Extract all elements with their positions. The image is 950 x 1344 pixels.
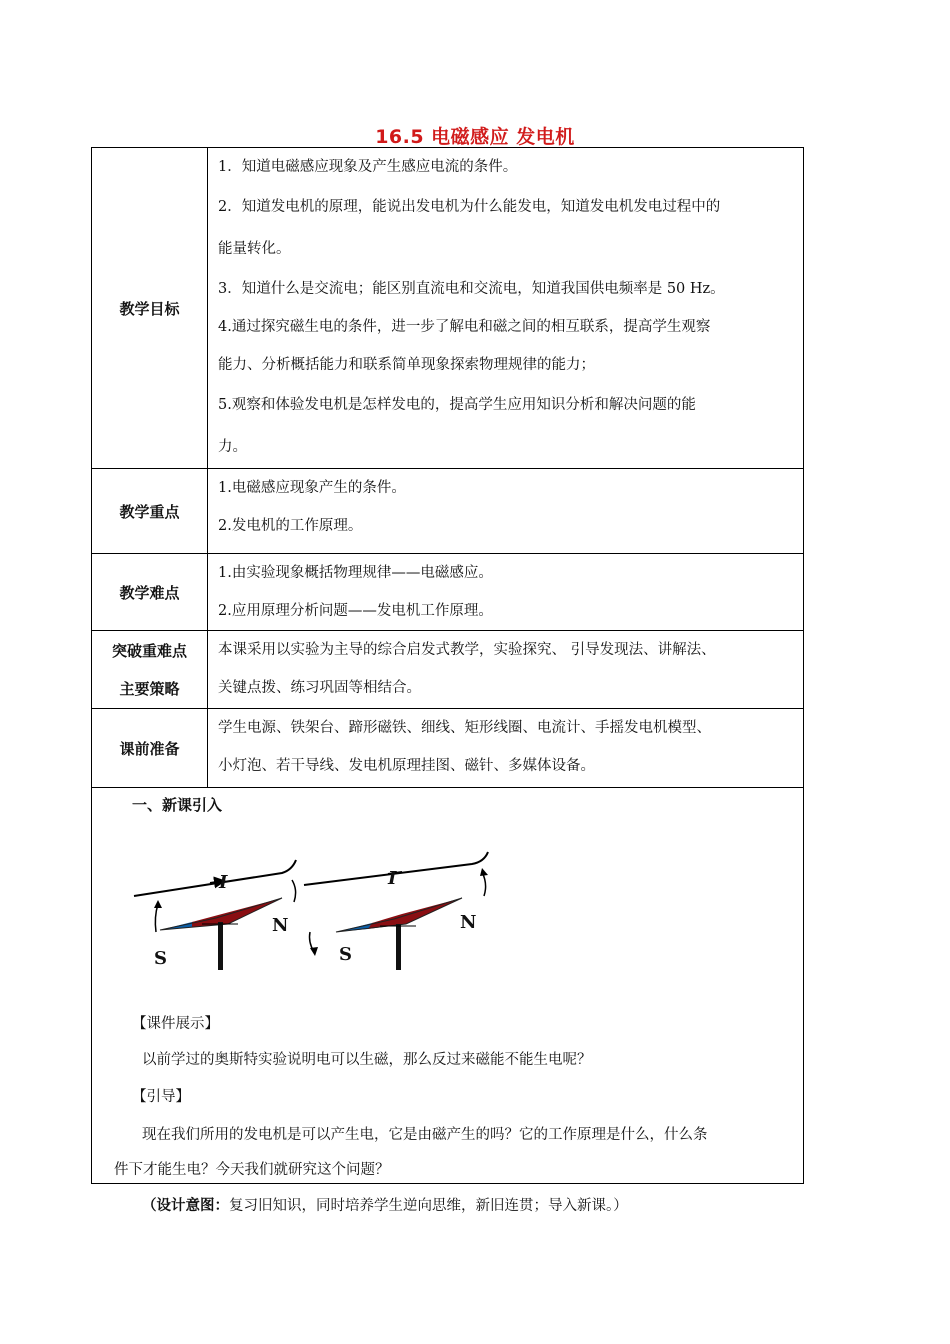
preparation-content [208, 709, 804, 788]
page-title: 16.5 电磁感应 发电机 [375, 126, 575, 148]
goals-line: 5.观察和体验发电机是怎样发电的，提高学生应用知识分析和解决问题的能 [218, 397, 696, 413]
difficulties-line: 1.由实验现象概括物理规律——电磁感应。 [218, 565, 493, 581]
table-row-key-points [92, 469, 804, 554]
current-label-right: I [388, 868, 397, 889]
goals-line: 1．知道电磁感应现象及产生感应电流的条件。 [218, 159, 518, 175]
table-row-preparation [92, 709, 804, 788]
lesson-content [92, 788, 804, 1214]
key-points-line: 2.发电机的工作原理。 [218, 518, 363, 534]
goals-content [208, 148, 804, 469]
current-label-left: I [219, 872, 228, 893]
guide-text: 现在我们所用的发电机是可以产生电，它是由磁产生的吗？它的工作原理是什么，什么条 [142, 1127, 708, 1143]
preparation-line: 学生电源、铁架台、蹄形磁铁、细线、矩形线圈、电流计、手摇发电机模型、 [218, 720, 711, 736]
goals-line: 3．知道什么是交流电；能区别直流电和交流电，知道我国供电频率是 50 Hz。 [218, 281, 725, 297]
table-row-goals [92, 148, 804, 469]
difficulties-line: 2.应用原理分析问题——发电机工作原理。 [218, 603, 493, 619]
goals-line: 能量转化。 [218, 241, 291, 257]
design-intent-text: 复习旧知识，同时培养学生逆向思维，新旧连贯；导入新课。） [229, 1198, 628, 1214]
design-intent [142, 1194, 628, 1215]
row-label-goals: 教学目标 [92, 148, 208, 469]
north-label-right: N [460, 912, 477, 933]
guide-heading: 【引导】 [132, 1089, 190, 1105]
north-label-left: N [272, 915, 289, 936]
row-label-preparation: 课前准备 [92, 709, 208, 788]
section-heading: 一、新课引入 [132, 796, 223, 814]
key-points-content [208, 469, 804, 554]
strategy-content [208, 631, 804, 709]
strategy-line: 本课采用以实验为主导的综合启发式教学，实验探究、 引导发现法、讲解法、 [218, 642, 716, 658]
goals-line: 力。 [218, 439, 247, 455]
preparation-line: 小灯泡、若干导线、发电机原理挂图、磁针、多媒体设备。 [218, 758, 595, 774]
table-row-difficulties [92, 554, 804, 631]
row-label-key-points: 教学重点 [92, 469, 208, 554]
row-label-difficulties: 教学难点 [92, 554, 208, 631]
design-intent-label: （设计意图： [142, 1198, 229, 1214]
row-label-strategy [92, 631, 208, 709]
south-label-left: S [154, 948, 167, 969]
south-label-right: S [339, 944, 352, 965]
goals-line: 4.通过探究磁生电的条件，进一步了解电和磁之间的相互联系，提高学生观察 [218, 319, 711, 335]
table-row-lesson [92, 788, 804, 1184]
courseware-text: 以前学过的奥斯特实验说明电可以生磁，那么反过来磁能不能生电呢？ [142, 1052, 592, 1068]
guide-text: 件下才能生电？今天我们就研究这个问题？ [114, 1162, 390, 1178]
strategy-line: 关键点拨、练习巩固等相结合。 [218, 680, 421, 696]
goals-line: 能力、分析概括能力和联系简单现象探索物理规律的能力； [218, 357, 595, 373]
difficulties-content [208, 554, 804, 631]
strategy-label-line: 突破重难点 [111, 641, 187, 660]
oersted-experiment-figure [132, 832, 492, 992]
strategy-label-line: 主要策略 [119, 679, 180, 698]
lesson-plan-table [91, 147, 804, 1214]
key-points-line: 1.电磁感应现象产生的条件。 [218, 480, 406, 496]
table-row-strategy [92, 631, 804, 709]
goals-line: 2．知道发电机的原理，能说出发电机为什么能发电，知道发电机发电过程中的 [218, 199, 721, 215]
courseware-heading: 【课件展示】 [132, 1016, 219, 1032]
